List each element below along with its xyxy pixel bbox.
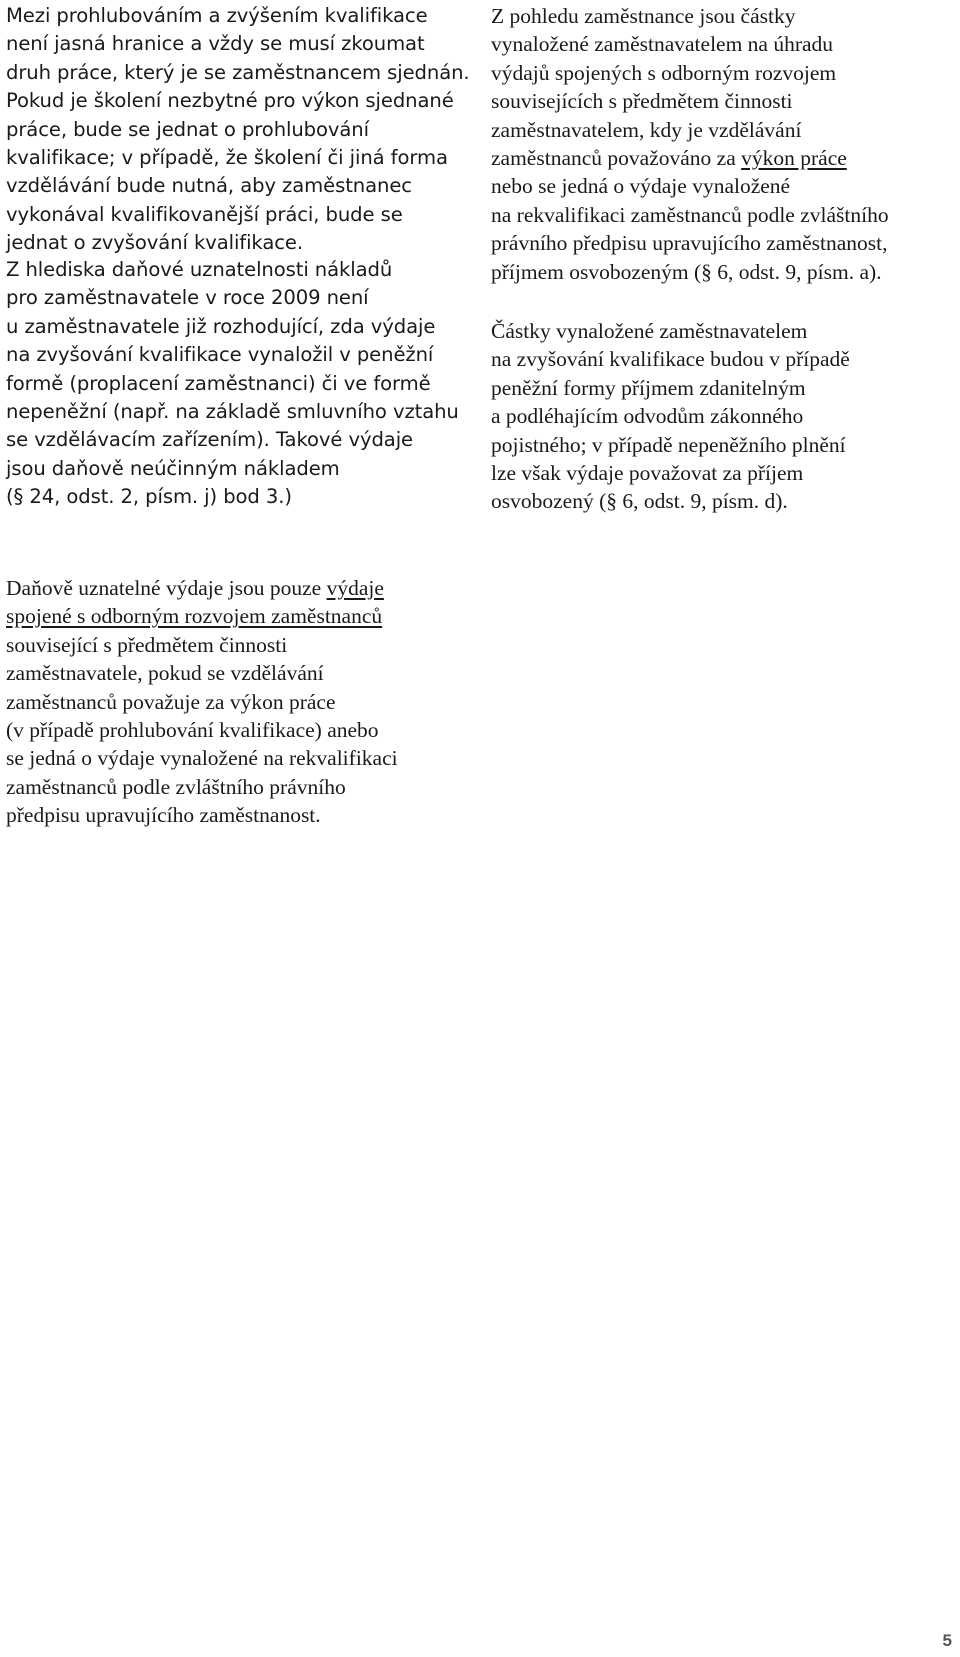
paragraph-qualification-boundary: Mezi prohlubováním a zvýšením kvalifikace není jasná hranice a vždy se musí zkoumat druh práce, který je se zaměstnancem sjednán. Pokud je školení nezbytné pro výkon sjednané práce, bude se jednat o prohlubování kvalifikace; v případě, že školení či jiná forma vzdělávání bude nutná, aby zaměstnanec vykonával kvalifikovanější práci, bude se jednat o zvyšování kvalifikace. [6, 4, 470, 255]
paragraph-deductible-expenses-end: související s předmětem činnosti zaměstnavatele, pokud se vzdělávání zaměstnanců považuje za výkon práce (v případě prohlubování kvalifikace) anebo se jedná o výdaje vynaložené na rekvalifikaci zaměstnanců podle zvláštního právního předpisu upravujícího zaměstnanost. [6, 632, 398, 828]
paragraph-tax-deductibility: Z hlediska daňové uznatelnosti nákladů pro zaměstnavatele v roce 2009 není u zaměstnavatele již rozhodující, zda výdaje na zvyšování kvalifikace vynaložil v peněžní formě (proplacení zaměstnanci) či ve formě nepeněžní (např. na základě smluvního vztahu se vzdělávacím zařízením). Takové výdaje jsou daňově neúčinným nákladem (§ 24, odst. 2, písm. j) bod 3.) [6, 258, 459, 509]
paragraph-employee-perspective-start: Z pohledu zaměstnance jsou částky vynaložené zaměstnavatelem na úhradu výdajů spojených s odborným rozvojem souvisejících s předmětem činnosti zaměstnavatelem, kdy je vzdělávání zaměstnanců považováno za [491, 4, 837, 171]
page-number: 5 [942, 1631, 952, 1650]
underlined-work-performance-text: výkon práce [741, 146, 847, 171]
paragraph-employee-perspective-end: nebo se jedná o výdaje vynaložené na rekvalifikaci zaměstnanců podle zvláštního právního předpisu upravujícího zaměstnanost, příjmem osvobozeným (§ 6, odst. 9, písm. a). [491, 174, 889, 284]
paragraph-deductible-expenses [6, 574, 476, 830]
underlined-expenses-text: výdaje spojené s odborným rozvojem zaměstnanců [6, 576, 384, 629]
paragraph-employee-perspective [491, 2, 953, 286]
paragraph-qualification-amounts: Částky vynaložené zaměstnavatelem na zvyšování kvalifikace budou v případě peněžní formy příjmem zdanitelným a podléhajícím odvodům zákonného pojistného; v případě nepeněžního plnění lze však výdaje považovat za příjem osvobozený (§ 6, odst. 9, písm. d). [491, 319, 850, 514]
paragraph-deductible-expenses-start: Daňově uznatelné výdaje jsou pouze [6, 576, 327, 600]
